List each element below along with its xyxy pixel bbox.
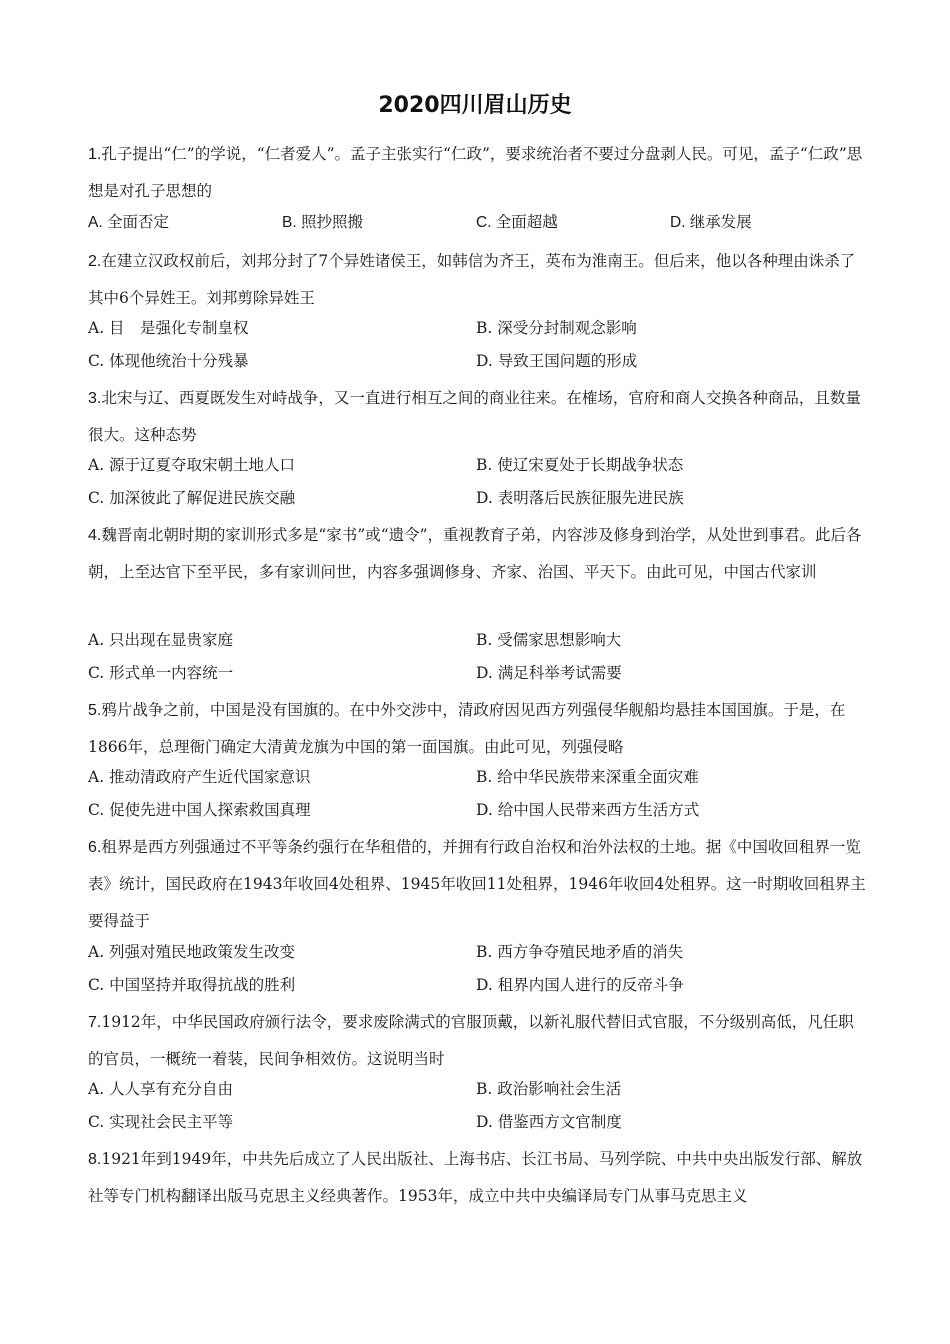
options-4 [88, 628, 888, 694]
option-b[interactable]: B. 给中华民族带来深重全面灾难 [476, 768, 699, 786]
option-b[interactable]: B. 深受分封制观念影响 [476, 319, 637, 337]
question-8 [88, 1141, 868, 1215]
question-stem: 1921年到1949年，中共先后成立了人民出版社、上海书店、长江书局、马列学院、中共中央出版发行部、解放社等专门机构翻译出版马克思主义经典著作。1953年，成立中共中央编译局专门从事马克思主义 [88, 1150, 863, 1205]
question-stem: 孔子提出“仁”的学说，“仁者爱人”。孟子主张实行“仁政”，要求统治者不要过分盘剥人民。可见，孟子“仁政”思想是对孔子思想的 [88, 145, 863, 200]
question-number: 6. [88, 839, 102, 856]
option-a[interactable]: A. 列强对殖民地政策发生改变 [88, 943, 296, 961]
options-5 [88, 765, 888, 831]
option-a[interactable]: A. 全面否定 [88, 214, 169, 231]
option-d[interactable]: D. 租界内国人进行的反帝斗争 [476, 976, 684, 994]
question-stem: 鸦片战争之前，中国是没有国旗的。在中外交涉中，清政府因见西方列强侵华舰船均悬挂本国国旗。于是，在1866年，总理衙门确定大清黄龙旗为中国的第一面国旗。由此可见，列强侵略 [88, 701, 846, 756]
option-a[interactable]: A. 人人享有充分自由 [88, 1080, 234, 1098]
question-number: 1. [88, 146, 102, 163]
option-c[interactable]: C. 全面超越 [476, 214, 558, 231]
question-number: 4. [88, 527, 102, 544]
option-a[interactable]: A. 目 是强化专制皇权 [88, 319, 249, 337]
option-b[interactable]: B. 政治影响社会生活 [476, 1080, 622, 1098]
options-6 [88, 940, 888, 1006]
question-stem: 1912年，中华民国政府颁行法令，要求废除满式的官服顶戴，以新礼服代替旧式官服，不分级别高低，凡任职的官员，一概统一着装，民间争相效仿。这说明当时 [88, 1013, 854, 1068]
question-number: 8. [88, 1151, 102, 1168]
option-d[interactable]: D. 满足科举考试需要 [476, 664, 622, 682]
question-2 [88, 243, 868, 317]
options-1 [88, 210, 888, 243]
options-7 [88, 1077, 888, 1143]
question-stem: 魏晋南北朝时期的家训形式多是“家书”或“遗令”，重视教育子弟，内容涉及修身到治学，从处世到事君。此后各朝，上至达官下至平民，多有家训问世，内容多强调修身、齐家、治国、平天下。由此可见，中国古代家训 [88, 526, 862, 581]
question-stem: 租界是西方列强通过不平等条约强行在华租借的，并拥有行政自治权和治外法权的土地。据《中国收回租界一览表》统计，国民政府在1943年收回4处租界、1945年收回11处租界，1946年收回4处租界。这一时期收回租界主要得益于 [88, 838, 866, 930]
option-a[interactable]: A. 只出现在显贵家庭 [88, 631, 234, 649]
option-d[interactable]: D. 继承发展 [670, 214, 752, 231]
option-a[interactable]: A. 推动清政府产生近代国家意识 [88, 768, 311, 786]
question-3 [88, 380, 868, 454]
option-c[interactable]: C. 实现社会民主平等 [88, 1113, 234, 1131]
question-7 [88, 1004, 868, 1078]
page-title: 2020四川眉山历史 [378, 93, 572, 118]
question-5 [88, 692, 868, 766]
question-number: 3. [88, 390, 102, 407]
option-d[interactable]: D. 表明落后民族征服先进民族 [476, 489, 684, 507]
option-a[interactable]: A. 源于辽夏夺取宋朝土地人口 [88, 456, 296, 474]
question-stem: 在建立汉政权前后，刘邦分封了7个异姓诸侯王，如韩信为齐王，英布为淮南王。但后来，他以各种理由诛杀了其中6个异姓王。刘邦剪除异姓王 [88, 252, 856, 307]
option-b[interactable]: B. 受儒家思想影响大 [476, 631, 622, 649]
option-c[interactable]: C. 形式单一内容统一 [88, 664, 234, 682]
options-3 [88, 453, 888, 519]
option-d[interactable]: D. 导致王国问题的形成 [476, 352, 638, 370]
option-b[interactable]: B. 使辽宋夏处于长期战争状态 [476, 456, 684, 474]
question-1 [88, 136, 868, 210]
question-number: 5. [88, 702, 102, 719]
option-d[interactable]: D. 给中国人民带来西方生活方式 [476, 801, 700, 819]
option-d[interactable]: D. 借鉴西方文官制度 [476, 1113, 622, 1131]
question-4 [88, 517, 868, 591]
question-number: 2. [88, 253, 102, 270]
option-c[interactable]: C. 中国坚持并取得抗战的胜利 [88, 976, 296, 994]
question-6 [88, 829, 868, 940]
option-c[interactable]: C. 促使先进中国人探索救国真理 [88, 801, 311, 819]
option-c[interactable]: C. 体现他统治十分残暴 [88, 352, 249, 370]
question-stem: 北宋与辽、西夏既发生对峙战争，又一直进行相互之间的商业往来。在榷场，官府和商人交换各种商品，且数量很大。这种态势 [88, 389, 861, 444]
option-b[interactable]: B. 西方争夺殖民地矛盾的消失 [476, 943, 684, 961]
question-number: 7. [88, 1014, 102, 1031]
option-b[interactable]: B. 照抄照搬 [282, 214, 363, 231]
option-c[interactable]: C. 加深彼此了解促进民族交融 [88, 489, 296, 507]
options-2 [88, 316, 888, 382]
